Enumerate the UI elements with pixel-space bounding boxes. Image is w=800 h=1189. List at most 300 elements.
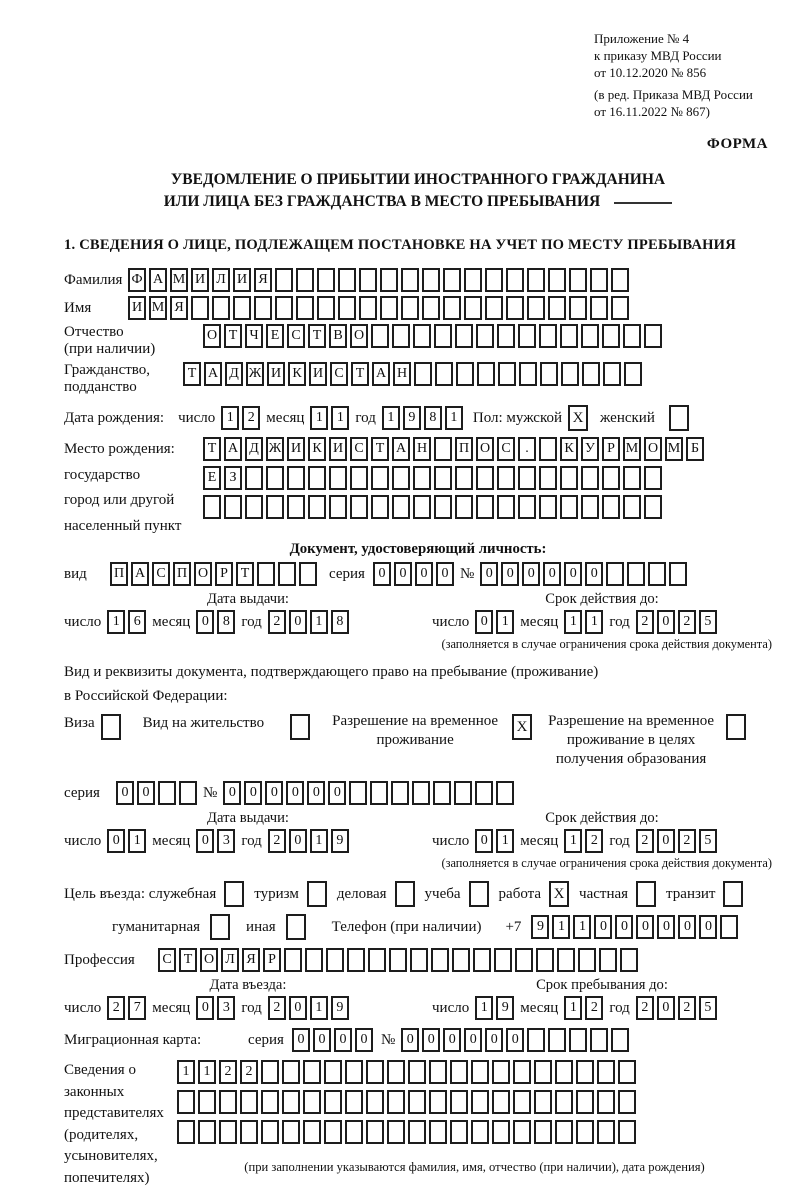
char-box[interactable]: П (110, 562, 128, 586)
char-box[interactable]: 0 (196, 610, 214, 634)
char-box[interactable]: 0 (443, 1028, 461, 1052)
char-box[interactable]: 2 (678, 829, 696, 853)
char-box[interactable]: 1 (310, 996, 328, 1020)
char-box[interactable] (296, 268, 314, 292)
char-box[interactable] (308, 495, 326, 519)
char-box[interactable] (569, 268, 587, 292)
char-box[interactable] (191, 296, 209, 320)
char-box[interactable]: П (455, 437, 473, 461)
char-box[interactable]: Ж (246, 362, 264, 386)
char-box[interactable] (422, 268, 440, 292)
char-box[interactable] (324, 1060, 342, 1084)
char-box[interactable] (347, 948, 365, 972)
char-box[interactable] (611, 296, 629, 320)
char-box[interactable] (581, 324, 599, 348)
char-box[interactable]: 2 (219, 1060, 237, 1084)
char-box[interactable]: Л (212, 268, 230, 292)
char-box[interactable] (434, 324, 452, 348)
char-box[interactable] (380, 268, 398, 292)
char-box[interactable] (560, 495, 578, 519)
char-box[interactable] (370, 781, 388, 805)
char-box[interactable] (518, 324, 536, 348)
char-box[interactable] (469, 881, 489, 907)
char-box[interactable] (324, 1120, 342, 1144)
char-box[interactable]: 1 (198, 1060, 216, 1084)
char-box[interactable] (345, 1060, 363, 1084)
char-box[interactable] (305, 948, 323, 972)
char-box[interactable] (359, 268, 377, 292)
char-box[interactable]: С (152, 562, 170, 586)
char-box[interactable]: Т (308, 324, 326, 348)
char-box[interactable]: 0 (313, 1028, 331, 1052)
char-box[interactable]: 1 (310, 829, 328, 853)
char-box[interactable] (254, 296, 272, 320)
char-box[interactable] (576, 1120, 594, 1144)
char-box[interactable]: М (665, 437, 683, 461)
char-box[interactable] (627, 562, 645, 586)
char-box[interactable]: Т (351, 362, 369, 386)
char-box[interactable]: 1 (128, 829, 146, 853)
char-box[interactable] (359, 296, 377, 320)
char-box[interactable] (576, 1090, 594, 1114)
char-box[interactable] (158, 781, 176, 805)
char-box[interactable]: О (350, 324, 368, 348)
char-box[interactable] (366, 1090, 384, 1114)
char-box[interactable]: 0 (480, 562, 498, 586)
char-box[interactable] (198, 1120, 216, 1144)
char-box[interactable] (371, 324, 389, 348)
char-box[interactable] (422, 296, 440, 320)
char-box[interactable] (275, 268, 293, 292)
char-box[interactable] (602, 324, 620, 348)
char-box[interactable] (455, 324, 473, 348)
char-box[interactable]: С (330, 362, 348, 386)
char-box[interactable]: 0 (286, 781, 304, 805)
char-box[interactable] (245, 466, 263, 490)
char-box[interactable]: Р (263, 948, 281, 972)
char-box[interactable] (539, 466, 557, 490)
char-box[interactable]: А (204, 362, 222, 386)
char-box[interactable] (485, 268, 503, 292)
char-box[interactable] (534, 1090, 552, 1114)
char-box[interactable] (464, 296, 482, 320)
char-box[interactable] (597, 1120, 615, 1144)
char-box[interactable] (303, 1090, 321, 1114)
char-box[interactable] (299, 562, 317, 586)
char-box[interactable] (581, 466, 599, 490)
char-box[interactable] (464, 268, 482, 292)
char-box[interactable]: М (623, 437, 641, 461)
char-box[interactable] (326, 948, 344, 972)
char-box[interactable] (569, 296, 587, 320)
char-box[interactable]: 2 (678, 610, 696, 634)
char-box[interactable]: 2 (636, 829, 654, 853)
char-box[interactable] (317, 296, 335, 320)
char-box[interactable] (350, 466, 368, 490)
char-box[interactable]: И (191, 268, 209, 292)
char-box[interactable]: С (350, 437, 368, 461)
char-box[interactable] (266, 466, 284, 490)
char-box[interactable] (519, 362, 537, 386)
char-box[interactable]: 2 (268, 996, 286, 1020)
char-box[interactable] (581, 495, 599, 519)
char-box[interactable] (578, 948, 596, 972)
char-box[interactable]: Т (371, 437, 389, 461)
char-box[interactable]: 1 (564, 610, 582, 634)
char-box[interactable] (590, 268, 608, 292)
char-box[interactable] (349, 781, 367, 805)
char-box[interactable]: 0 (334, 1028, 352, 1052)
char-box[interactable] (456, 362, 474, 386)
char-box[interactable]: П (173, 562, 191, 586)
char-box[interactable] (434, 466, 452, 490)
char-box[interactable]: 1 (382, 406, 400, 430)
char-box[interactable] (317, 268, 335, 292)
char-box[interactable] (624, 362, 642, 386)
char-box[interactable] (485, 296, 503, 320)
char-box[interactable]: 8 (424, 406, 442, 430)
char-box[interactable]: З (224, 466, 242, 490)
char-box[interactable] (429, 1120, 447, 1144)
char-box[interactable]: 0 (394, 562, 412, 586)
char-box[interactable]: К (288, 362, 306, 386)
char-box[interactable]: Ж (266, 437, 284, 461)
char-box[interactable] (101, 714, 121, 740)
char-box[interactable] (497, 324, 515, 348)
char-box[interactable]: 0 (464, 1028, 482, 1052)
char-box[interactable]: 0 (196, 829, 214, 853)
char-box[interactable] (278, 562, 296, 586)
char-box[interactable] (329, 466, 347, 490)
char-box[interactable]: 5 (699, 610, 717, 634)
char-box[interactable]: 2 (242, 406, 260, 430)
char-box[interactable]: 0 (107, 829, 125, 853)
char-box[interactable] (539, 324, 557, 348)
char-box[interactable]: 9 (496, 996, 514, 1020)
char-box[interactable] (539, 437, 557, 461)
char-box[interactable]: К (560, 437, 578, 461)
char-box[interactable]: 0 (422, 1028, 440, 1052)
char-box[interactable] (590, 296, 608, 320)
char-box[interactable] (534, 1120, 552, 1144)
char-box[interactable] (513, 1090, 531, 1114)
char-box[interactable] (338, 268, 356, 292)
char-box[interactable] (224, 495, 242, 519)
char-box[interactable] (603, 362, 621, 386)
char-box[interactable] (401, 268, 419, 292)
char-box[interactable] (266, 495, 284, 519)
char-box[interactable]: 0 (401, 1028, 419, 1052)
char-box[interactable]: 0 (678, 915, 696, 939)
char-box[interactable] (476, 324, 494, 348)
char-box[interactable]: Р (215, 562, 233, 586)
char-box[interactable] (261, 1120, 279, 1144)
char-box[interactable] (245, 495, 263, 519)
char-box[interactable]: 0 (373, 562, 391, 586)
char-box[interactable] (597, 1060, 615, 1084)
char-box[interactable] (527, 1028, 545, 1052)
char-box[interactable] (296, 296, 314, 320)
char-box[interactable] (560, 324, 578, 348)
char-box[interactable]: 1 (331, 406, 349, 430)
char-box[interactable]: Т (203, 437, 221, 461)
char-box[interactable]: 0 (657, 829, 675, 853)
char-box[interactable]: 0 (223, 781, 241, 805)
char-box[interactable] (366, 1060, 384, 1084)
char-box[interactable] (371, 466, 389, 490)
char-box[interactable]: С (287, 324, 305, 348)
char-box[interactable] (329, 495, 347, 519)
char-box[interactable]: М (170, 268, 188, 292)
char-box[interactable]: И (309, 362, 327, 386)
char-box[interactable] (391, 781, 409, 805)
char-box[interactable]: 1 (573, 915, 591, 939)
char-box[interactable]: 1 (552, 915, 570, 939)
char-box[interactable] (450, 1120, 468, 1144)
char-box[interactable]: 0 (328, 781, 346, 805)
char-box[interactable]: Л (221, 948, 239, 972)
char-box[interactable]: Ч (245, 324, 263, 348)
char-box[interactable]: 5 (699, 829, 717, 853)
char-box[interactable] (606, 562, 624, 586)
char-box[interactable] (496, 781, 514, 805)
char-box[interactable]: 1 (585, 610, 603, 634)
char-box[interactable]: 0 (475, 610, 493, 634)
char-box[interactable] (555, 1090, 573, 1114)
char-box[interactable] (408, 1090, 426, 1114)
char-box[interactable] (590, 1028, 608, 1052)
char-box[interactable]: 0 (699, 915, 717, 939)
char-box[interactable]: И (233, 268, 251, 292)
char-box[interactable]: Я (254, 268, 272, 292)
char-box[interactable]: 0 (265, 781, 283, 805)
char-box[interactable]: А (392, 437, 410, 461)
char-box[interactable] (282, 1090, 300, 1114)
char-box[interactable] (240, 1090, 258, 1114)
char-box[interactable]: 2 (107, 996, 125, 1020)
char-box[interactable] (371, 495, 389, 519)
char-box[interactable] (435, 362, 453, 386)
char-box[interactable]: Е (266, 324, 284, 348)
char-box[interactable] (644, 324, 662, 348)
char-box[interactable]: 9 (531, 915, 549, 939)
char-box[interactable]: А (131, 562, 149, 586)
char-box[interactable]: В (329, 324, 347, 348)
char-box[interactable] (408, 1120, 426, 1144)
char-box[interactable] (576, 1060, 594, 1084)
char-box[interactable] (387, 1120, 405, 1144)
char-box[interactable]: 1 (445, 406, 463, 430)
char-box[interactable]: 0 (436, 562, 454, 586)
char-box[interactable]: О (194, 562, 212, 586)
char-box[interactable] (555, 1060, 573, 1084)
char-box[interactable] (429, 1060, 447, 1084)
char-box[interactable] (623, 495, 641, 519)
char-box[interactable]: И (287, 437, 305, 461)
char-box[interactable]: 9 (403, 406, 421, 430)
char-box[interactable] (636, 881, 656, 907)
char-box[interactable]: 6 (128, 610, 146, 634)
char-box[interactable]: 8 (331, 610, 349, 634)
char-box[interactable]: 1 (310, 406, 328, 430)
char-box[interactable] (492, 1060, 510, 1084)
char-box[interactable] (471, 1060, 489, 1084)
char-box[interactable] (644, 466, 662, 490)
char-box[interactable] (518, 495, 536, 519)
char-box[interactable] (618, 1120, 636, 1144)
char-box[interactable]: Н (413, 437, 431, 461)
char-box[interactable] (392, 324, 410, 348)
char-box[interactable]: 0 (594, 915, 612, 939)
char-box[interactable]: О (644, 437, 662, 461)
char-box[interactable] (287, 495, 305, 519)
char-box[interactable] (395, 881, 415, 907)
char-box[interactable] (527, 268, 545, 292)
char-box[interactable] (471, 1120, 489, 1144)
char-box[interactable]: Ф (128, 268, 146, 292)
char-box[interactable] (539, 495, 557, 519)
char-box[interactable] (669, 405, 689, 431)
char-box[interactable]: 1 (496, 829, 514, 853)
char-box[interactable] (366, 1120, 384, 1144)
char-box[interactable]: 3 (217, 996, 235, 1020)
char-box[interactable] (471, 1090, 489, 1114)
char-box[interactable] (557, 948, 575, 972)
char-box[interactable]: 0 (506, 1028, 524, 1052)
char-box[interactable] (454, 781, 472, 805)
char-box[interactable]: Т (179, 948, 197, 972)
char-box[interactable] (477, 362, 495, 386)
char-box[interactable]: 1 (177, 1060, 195, 1084)
char-box[interactable] (452, 948, 470, 972)
char-box[interactable] (527, 296, 545, 320)
char-box[interactable] (233, 296, 251, 320)
char-box[interactable] (307, 881, 327, 907)
char-box[interactable]: Н (393, 362, 411, 386)
char-box[interactable] (284, 948, 302, 972)
char-box[interactable]: 1 (221, 406, 239, 430)
char-box[interactable] (219, 1090, 237, 1114)
char-box[interactable] (723, 881, 743, 907)
char-box[interactable]: 1 (107, 610, 125, 634)
char-box[interactable] (380, 296, 398, 320)
char-box[interactable]: 0 (522, 562, 540, 586)
char-box[interactable]: 0 (657, 996, 675, 1020)
char-box[interactable]: X (512, 714, 532, 740)
char-box[interactable] (476, 466, 494, 490)
char-box[interactable]: 1 (564, 829, 582, 853)
char-box[interactable] (611, 1028, 629, 1052)
char-box[interactable] (492, 1120, 510, 1144)
char-box[interactable]: О (200, 948, 218, 972)
char-box[interactable] (548, 1028, 566, 1052)
char-box[interactable]: М (149, 296, 167, 320)
char-box[interactable]: 0 (289, 610, 307, 634)
char-box[interactable] (602, 495, 620, 519)
char-box[interactable]: 2 (585, 996, 603, 1020)
char-box[interactable] (611, 268, 629, 292)
char-box[interactable]: А (372, 362, 390, 386)
char-box[interactable] (513, 1060, 531, 1084)
char-box[interactable]: 0 (116, 781, 134, 805)
char-box[interactable] (324, 1090, 342, 1114)
char-box[interactable]: 0 (289, 829, 307, 853)
char-box[interactable] (389, 948, 407, 972)
char-box[interactable] (497, 466, 515, 490)
char-box[interactable] (450, 1090, 468, 1114)
char-box[interactable]: О (476, 437, 494, 461)
char-box[interactable]: Е (203, 466, 221, 490)
char-box[interactable] (345, 1120, 363, 1144)
char-box[interactable] (410, 948, 428, 972)
char-box[interactable] (240, 1120, 258, 1144)
char-box[interactable] (212, 296, 230, 320)
char-box[interactable] (498, 362, 516, 386)
char-box[interactable] (475, 781, 493, 805)
char-box[interactable]: 0 (137, 781, 155, 805)
char-box[interactable] (224, 881, 244, 907)
char-box[interactable] (413, 466, 431, 490)
char-box[interactable] (338, 296, 356, 320)
char-box[interactable] (219, 1120, 237, 1144)
char-box[interactable] (413, 495, 431, 519)
char-box[interactable] (401, 296, 419, 320)
char-box[interactable] (303, 1120, 321, 1144)
char-box[interactable] (473, 948, 491, 972)
char-box[interactable]: 8 (217, 610, 235, 634)
char-box[interactable] (644, 495, 662, 519)
char-box[interactable]: Д (225, 362, 243, 386)
char-box[interactable]: Т (236, 562, 254, 586)
char-box[interactable] (431, 948, 449, 972)
char-box[interactable] (518, 466, 536, 490)
char-box[interactable] (198, 1090, 216, 1114)
char-box[interactable]: 0 (657, 610, 675, 634)
char-box[interactable]: X (549, 881, 569, 907)
char-box[interactable] (303, 1060, 321, 1084)
char-box[interactable] (540, 362, 558, 386)
char-box[interactable]: 2 (268, 829, 286, 853)
char-box[interactable]: 0 (585, 562, 603, 586)
char-box[interactable] (387, 1090, 405, 1114)
char-box[interactable]: 9 (331, 829, 349, 853)
char-box[interactable]: 2 (636, 610, 654, 634)
char-box[interactable] (350, 495, 368, 519)
char-box[interactable]: Я (242, 948, 260, 972)
char-box[interactable] (720, 915, 738, 939)
char-box[interactable]: 0 (475, 829, 493, 853)
char-box[interactable]: 7 (128, 996, 146, 1020)
char-box[interactable]: Д (245, 437, 263, 461)
char-box[interactable]: Т (224, 324, 242, 348)
char-box[interactable] (648, 562, 666, 586)
char-box[interactable] (497, 495, 515, 519)
char-box[interactable] (392, 495, 410, 519)
char-box[interactable]: 0 (564, 562, 582, 586)
char-box[interactable] (282, 1060, 300, 1084)
char-box[interactable]: 0 (307, 781, 325, 805)
char-box[interactable]: А (224, 437, 242, 461)
char-box[interactable]: 9 (331, 996, 349, 1020)
char-box[interactable]: Я (170, 296, 188, 320)
char-box[interactable] (261, 1060, 279, 1084)
char-box[interactable] (515, 948, 533, 972)
char-box[interactable] (569, 1028, 587, 1052)
char-box[interactable] (392, 466, 410, 490)
char-box[interactable] (555, 1120, 573, 1144)
char-box[interactable] (561, 362, 579, 386)
char-box[interactable] (413, 324, 431, 348)
